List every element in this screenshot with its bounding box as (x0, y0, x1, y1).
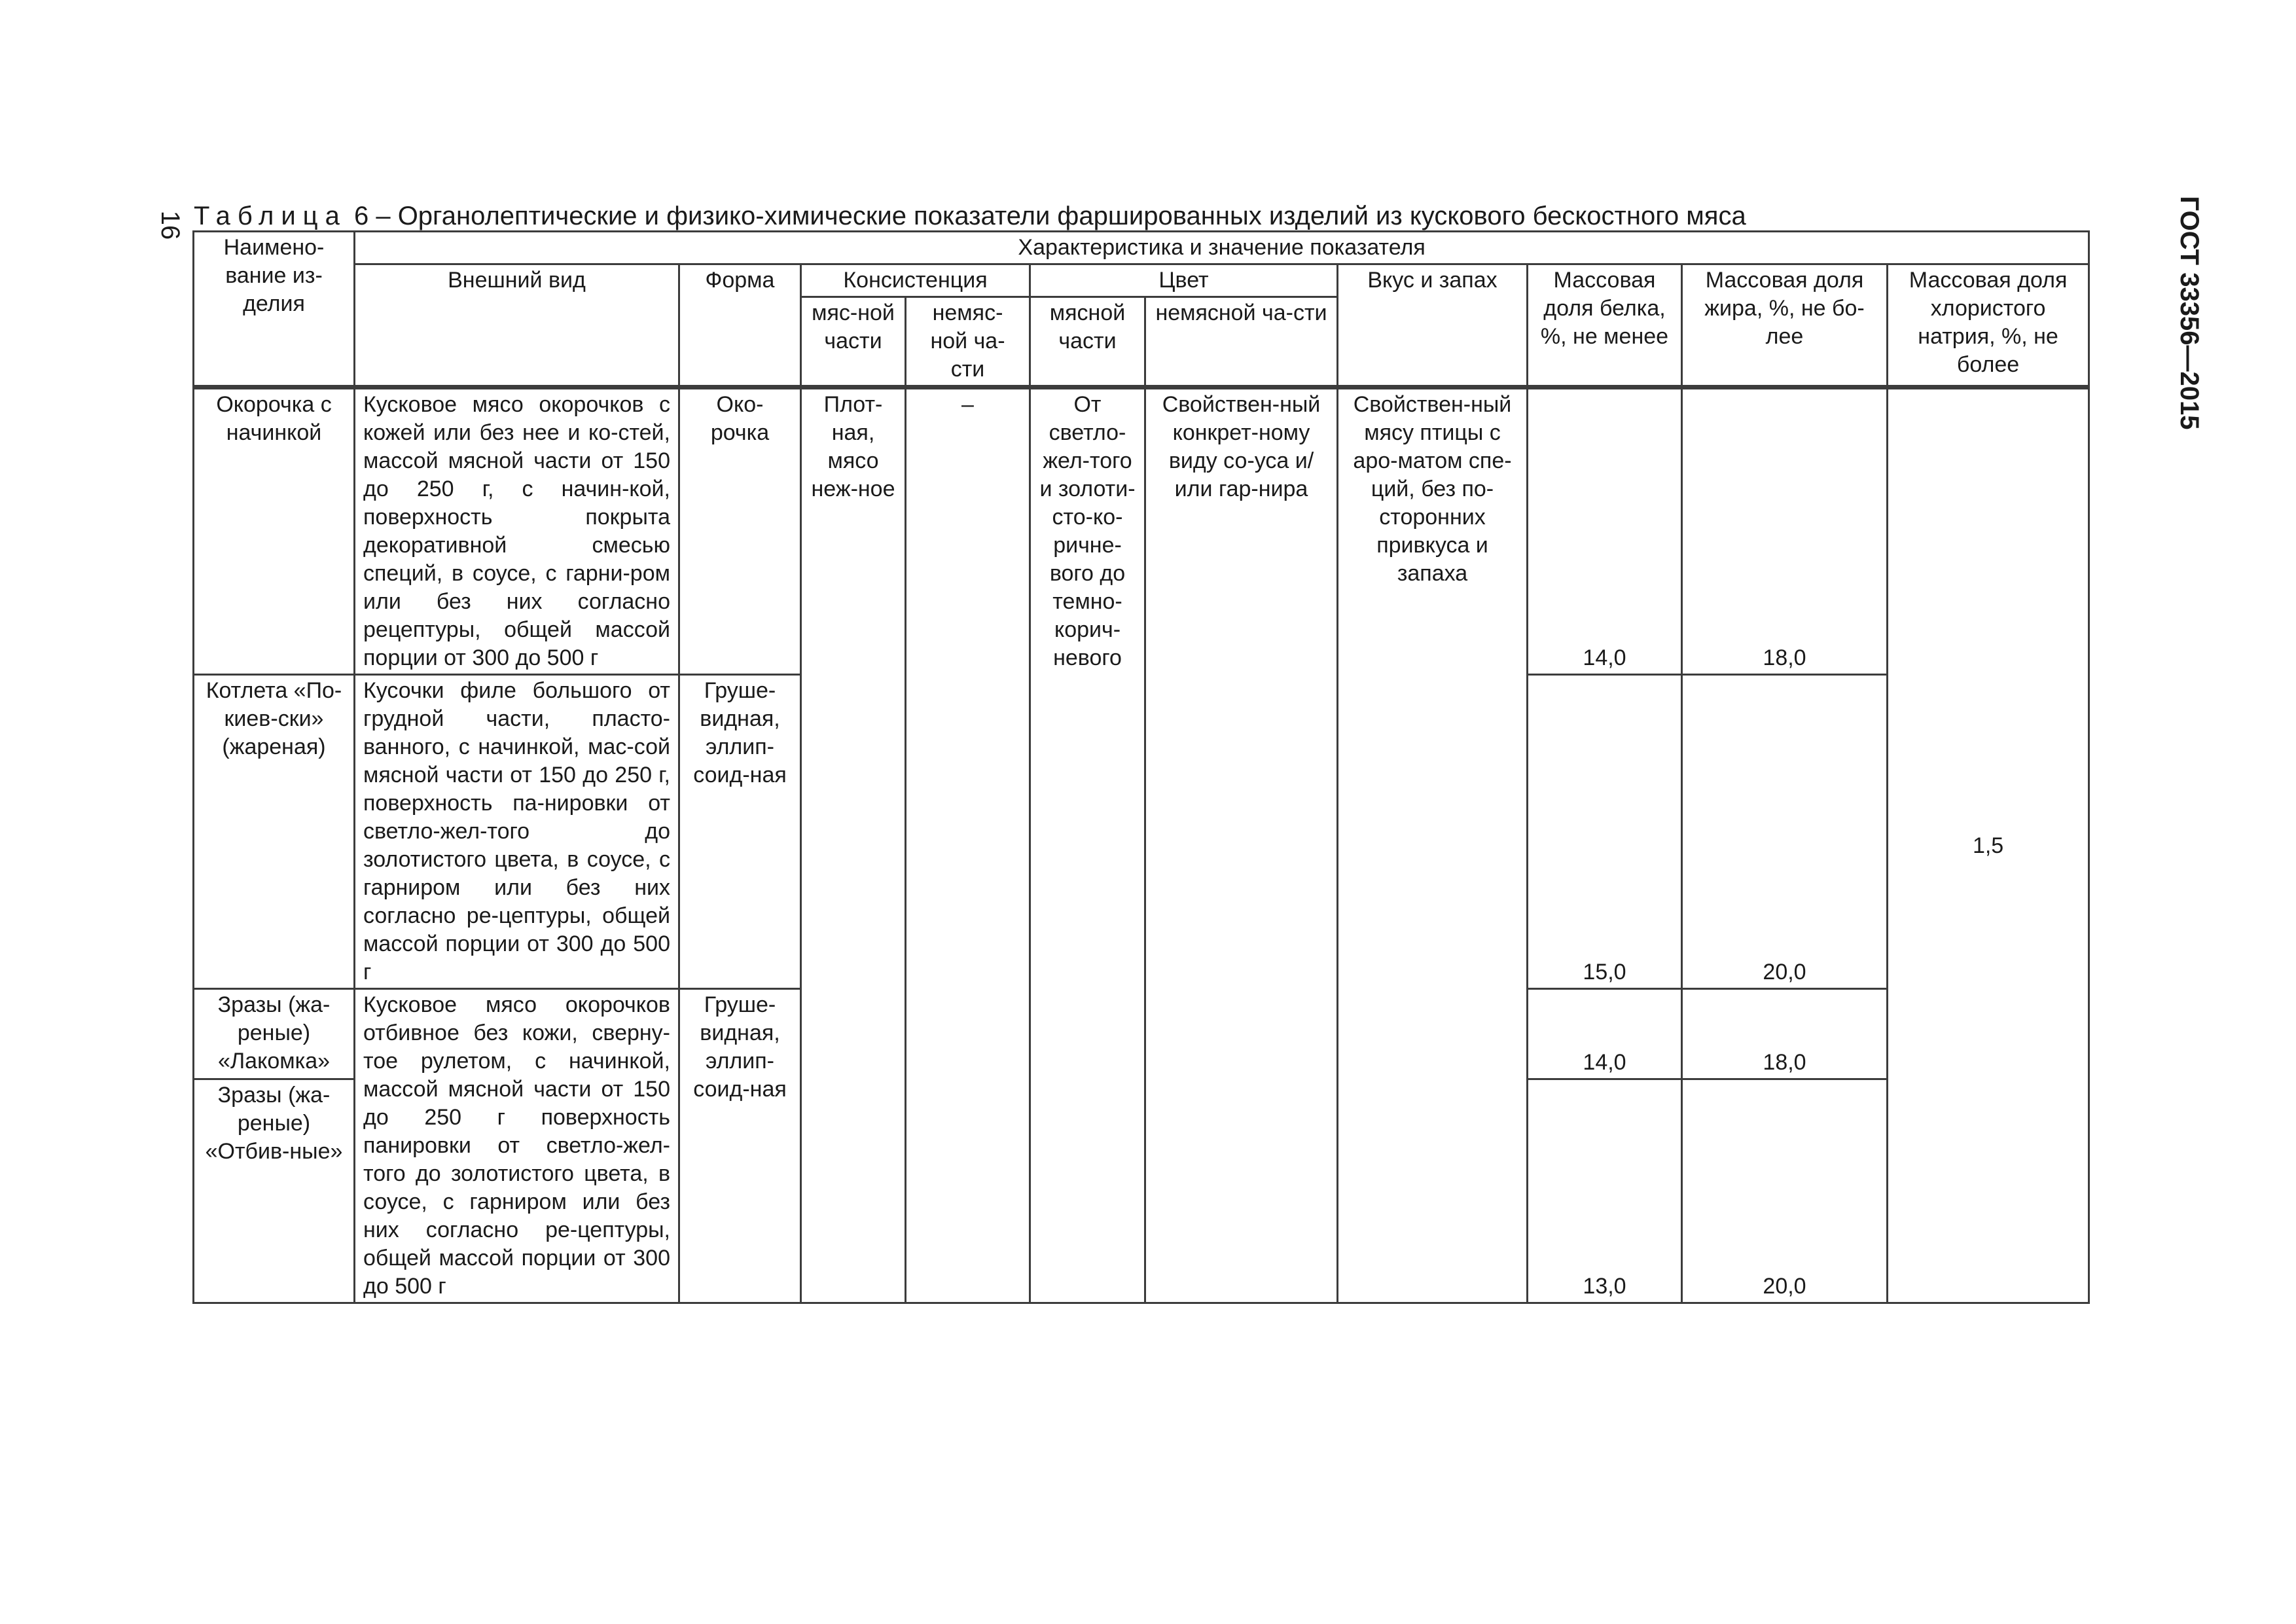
page-number: 16 (156, 210, 185, 240)
product-name-cell: Котлета «По-киев-ски» (жареная) (194, 675, 355, 989)
header-characteristics: Характеристика и значение показателя (355, 232, 2089, 264)
standard-code: ГОСТ 33356—2015 (2175, 196, 2204, 430)
protein-cell: 13,0 (1528, 1079, 1682, 1303)
header-color-meat: мясной части (1030, 297, 1145, 388)
table-caption-text: 6 – Органолептические и физико-химические показатели фаршированных изделий из кускового бескостного мяса (353, 202, 1746, 230)
fat-cell: 18,0 (1682, 989, 1888, 1079)
salt-cell: 1,5 (1888, 388, 2089, 1303)
specification-table (192, 230, 2090, 1304)
product-name-cell: Зразы (жа-реные) «Лакомка» (194, 989, 355, 1079)
appearance-cell: Кусковое мясо окорочков отбивное без кожи, сверну-тое рулетом, с начинкой, массой мясной части от 150 до 250 г поверхность панировки от светло-жел-того до золотистого цвета, в соусе, с гарниром или без них согласно ре-цептуры, общей массой порции от 300 до 500 г (355, 989, 679, 1303)
header-product-name: Наимено-вание из-делия (194, 232, 355, 388)
header-appearance: Внешний вид (355, 264, 679, 388)
fat-cell: 20,0 (1682, 675, 1888, 989)
shape-cell: Груше-видная, эллип-соид-ная (679, 675, 801, 989)
header-fat: Массовая доля жира, %, не бо-лее (1682, 264, 1888, 388)
header-taste-smell: Вкус и запах (1338, 264, 1528, 388)
protein-cell: 14,0 (1528, 989, 1682, 1079)
product-name-cell: Окорочка с начинкой (194, 388, 355, 675)
header-consistency-meat: мяс-ной части (801, 297, 906, 388)
header-consistency: Консистенция (801, 264, 1030, 297)
consistency-nonmeat-cell: – (906, 388, 1030, 1303)
appearance-cell: Кусковое мясо окорочков с кожей или без нее и ко-стей, массой мясной части от 150 до 250 г, с начин-кой, поверхность покрыта декоративной смесью специй, в соусе, с гарни-ром или без них согласно рецептуры, общей массой порции от 300 до 500 г (355, 388, 679, 675)
header-color-nonmeat: немясной ча-сти (1145, 297, 1338, 388)
taste-smell-cell: Свойствен-ный мясу птицы с аро-матом спе-ций, без по-сторонних привкуса и запаха (1338, 388, 1528, 1303)
appearance-cell: Кусочки филе большого от грудной части, пласто-ванного, с начинкой, мас-сой мясной части от 150 до 250 г, поверхность па-нировки от светло-жел-того до золотистого цвета, в соусе, с гарниром или без них согласно ре-цептуры, общей массой порции от 300 до 500 г (355, 675, 679, 989)
fat-cell: 18,0 (1682, 388, 1888, 675)
header-protein: Массовая доля белка, %, не менее (1528, 264, 1682, 388)
consistency-meat-cell: Плот-ная, мясо неж-ное (801, 388, 906, 1303)
table-caption-label: Таблица (194, 202, 347, 230)
header-salt: Массовая доля хлористого натрия, %, не более (1888, 264, 2089, 388)
shape-cell: Груше-видная, эллип-соид-ная (679, 989, 801, 1303)
shape-cell: Око-рочка (679, 388, 801, 675)
header-shape: Форма (679, 264, 801, 388)
color-nonmeat-cell: Свойствен-ный конкрет-ному виду со-уса и/или гар-нира (1145, 388, 1338, 1303)
color-meat-cell: От светло-жел-того и золоти-сто-ко-ричне-вого до темно-корич-невого (1030, 388, 1145, 1303)
protein-cell: 14,0 (1528, 388, 1682, 675)
protein-cell: 15,0 (1528, 675, 1682, 989)
table-caption (194, 199, 1746, 233)
header-consistency-nonmeat: немяс-ной ча-сти (906, 297, 1030, 388)
fat-cell: 20,0 (1682, 1079, 1888, 1303)
product-name-cell: Зразы (жа-реные) «Отбив-ные» (194, 1079, 355, 1303)
header-color: Цвет (1030, 264, 1338, 297)
